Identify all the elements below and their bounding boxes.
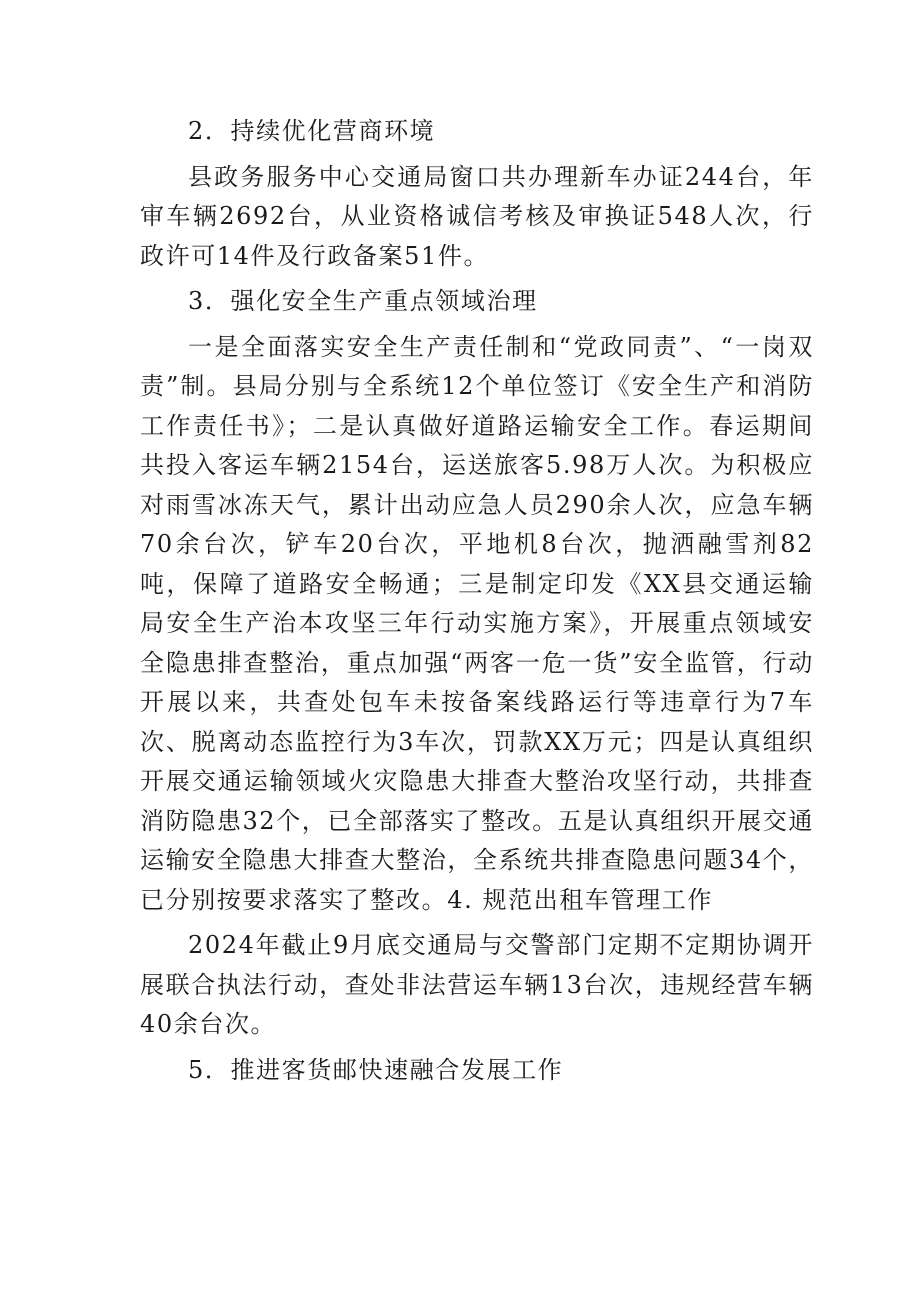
section-4-body: 2024年截止9月底交通局与交警部门定期不定期协调开展联合执法行动，查处非法营运车辆13台次，违规经营车辆40余台次。 <box>140 931 814 1038</box>
section-3-heading: 3．强化安全生产重点领域治理 <box>188 287 538 315</box>
section-2-heading: 2．持续优化营商环境 <box>188 117 436 145</box>
section-2-body: 县政务服务中心交通局窗口共办理新车办证244台，年审车辆2692台，从业资格诚信考核及审换证548人次，行政许可14件及行政备案51件。 <box>140 162 814 270</box>
section-3-body: 一是全面落实安全生产责任制和“党政同责”、“一岗双责”制。县局分别与全系统12个单位签订《安全生产和消防工作责任书》；二是认真做好道路运输安全工作。春运期间共投入客运车辆2154台，运送旅客5.98万人次。为积极应对雨雪冰冻天气，累计出动应急人员290余人次，应急车辆70余台次，铲车20台次，平地机8台次，抛洒融雪剂82吨，保障了道路安全畅通；三是制定印发《XX县交通运输局安全生产治本攻坚三年行动实施方案》，开展重点领域安全隐患排查整治，重点加强“两客一危一货”安全监管，行动开展以来，共查处包车未按备案线路运行等违章行为7车次、脱离动态监控行为3车次，罚款XX万元；四是认真组织开展交通运输领域火灾隐患大排查大整治攻坚行动，共排查消防隐患32个，已全部落实了整改。五是认真组织开展交通运输安全隐患大排查大整治，全系统共排查隐患问题34个，已分别按要求落实了整改。4. 规范出租车管理工作 <box>140 332 814 914</box>
section-5-heading: 5．推进客货邮快速融合发展工作 <box>188 1055 564 1084</box>
